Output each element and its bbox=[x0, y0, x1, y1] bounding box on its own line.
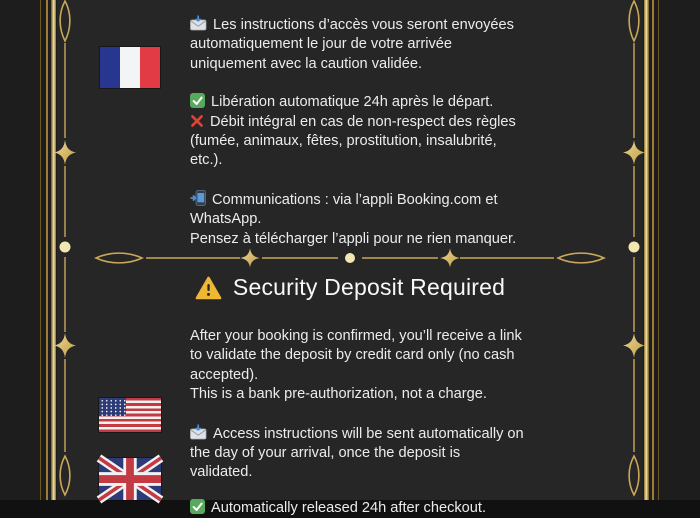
paragraph-access-instructions-en bbox=[190, 424, 524, 483]
text-access-fr: Les instructions d’accès vous seront envoyées automatiquement le jour de votre arrivée uniquement avec la caution validée. bbox=[190, 17, 514, 72]
text-communications-fr: Communications : via l’appli Booking.com et WhatsApp. bbox=[190, 191, 498, 228]
english-section bbox=[190, 327, 524, 518]
frame-line-right-outer bbox=[658, 0, 659, 500]
warning-icon bbox=[195, 276, 222, 300]
phone-arrow-icon bbox=[190, 190, 206, 206]
ornament-column-right-icon bbox=[619, 0, 649, 500]
text-access-en: Access instructions will be sent automatically on the day of your arrival, once the deposit is validated. bbox=[190, 425, 524, 481]
section-heading bbox=[90, 274, 610, 301]
envelope-incoming-icon bbox=[190, 15, 207, 31]
ornament-column-left-icon bbox=[50, 0, 80, 500]
envelope-incoming-icon bbox=[190, 424, 207, 440]
cross-icon bbox=[190, 114, 204, 128]
paragraph-preauth-en bbox=[190, 385, 524, 404]
flag-united-kingdom-icon bbox=[99, 458, 161, 500]
frame-line-left-outer bbox=[40, 0, 41, 500]
flag-france-icon bbox=[100, 47, 160, 88]
paragraph-release-en bbox=[190, 499, 524, 518]
paragraph-communications-fr bbox=[190, 190, 524, 230]
check-icon bbox=[190, 499, 205, 514]
text-debit-fr: Débit intégral en cas de non-respect des règles (fumée, animaux, fêtes, prostitution, insalubrité, etc.). bbox=[190, 113, 516, 169]
paragraph-debit-fr bbox=[190, 113, 524, 171]
paragraph-app-tip-fr bbox=[190, 230, 524, 249]
text-confirm-en: After your booking is confirmed, you’ll receive a link to validate the deposit by credit card only (no cash accepted). bbox=[190, 328, 522, 383]
text-release-en: Automatically released 24h after checkout. bbox=[211, 499, 487, 516]
french-section bbox=[190, 15, 524, 268]
check-icon bbox=[190, 93, 205, 108]
frame-line-right-inner bbox=[652, 0, 654, 500]
paragraph-release-fr bbox=[190, 93, 524, 112]
frame-line-left-inner bbox=[46, 0, 48, 500]
flag-united-states-icon bbox=[99, 398, 161, 432]
heading-text: Security Deposit Required bbox=[232, 274, 506, 300]
paragraph-access-instructions-fr bbox=[190, 15, 524, 74]
text-app-tip-fr: Pensez à télécharger l’appli pour ne rien manquer. bbox=[190, 230, 517, 247]
paragraph-confirm-en bbox=[190, 327, 524, 385]
text-release-fr: Libération automatique 24h après le départ. bbox=[211, 94, 494, 111]
text-preauth-en: This is a bank pre-authorization, not a charge. bbox=[190, 386, 487, 403]
